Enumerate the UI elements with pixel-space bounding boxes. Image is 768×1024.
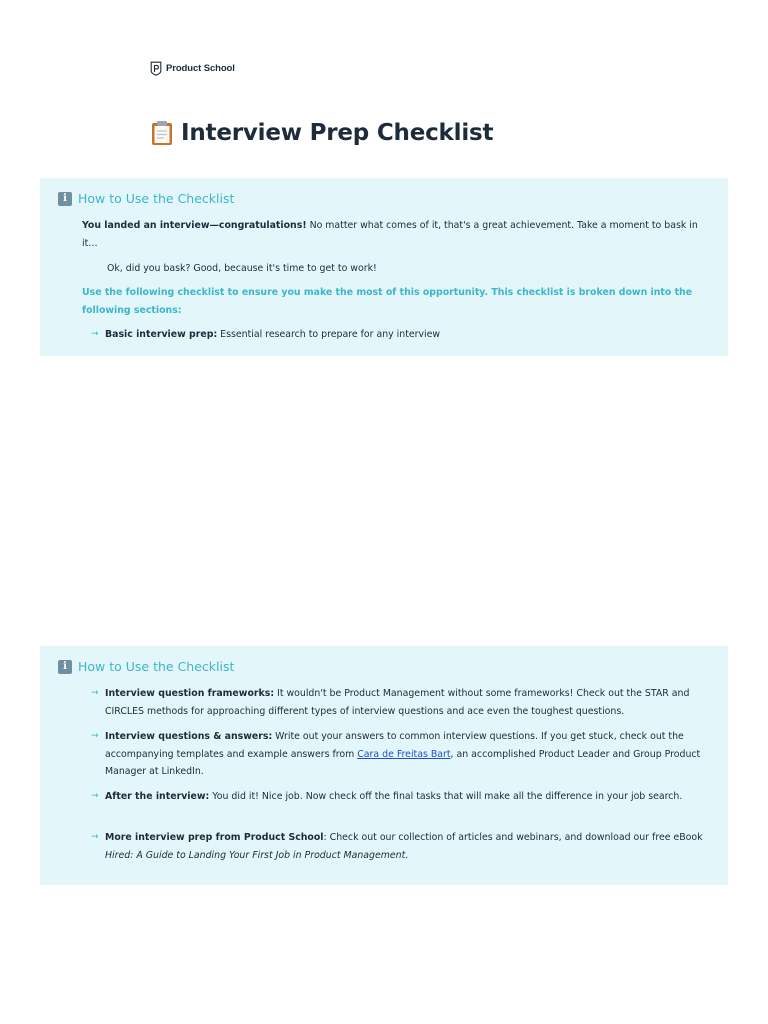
bullet-text-end: . (405, 849, 409, 861)
callout-header (58, 191, 234, 206)
cara-de-freitas-bart-link[interactable]: Cara de Freitas Bart (357, 748, 451, 760)
list-item (91, 829, 710, 864)
intro-paragraph (82, 217, 702, 252)
list-item (91, 728, 710, 781)
bullet-text: It wouldn't be Product Management without some frameworks! Check out the STAR and CIRCLES methods for approaching different types of interview questions and ace even the toughest questions. (105, 688, 690, 717)
callout-how-to-use-1 (40, 178, 728, 356)
bullet-label: After the interview: (105, 791, 210, 802)
list-item (91, 685, 710, 720)
bullet-text: : Check out our collection of articles and webinars, and download our free eBook (323, 832, 703, 843)
arrow-right-icon: → (91, 832, 99, 842)
ebook-title: Hired: A Guide to Landing Your First Job in Product Management (105, 849, 406, 861)
brand-name: Product School (166, 63, 235, 74)
info-icon: i (58, 192, 72, 206)
page-title-text: Interview Prep Checklist (181, 120, 494, 146)
bullet-label: Interview question frameworks: (105, 688, 275, 699)
intro-rest: No matter what comes of it, that's a great achievement. Take a moment to bask in it… (82, 220, 698, 249)
arrow-right-icon: → (91, 329, 99, 339)
indented-paragraph: Ok, did you bask? Good, because it's time to get to work! (107, 263, 377, 274)
bullet-text: You did it! Nice job. Now check off the final tasks that will make all the difference in your job search. (209, 791, 683, 802)
arrow-right-icon: → (91, 731, 99, 741)
product-school-logo-icon (150, 61, 162, 76)
list-item (91, 326, 705, 344)
arrow-right-icon: → (91, 791, 99, 801)
callout-title: How to Use the Checklist (78, 659, 235, 674)
callout-header (58, 659, 234, 674)
page-title (150, 120, 493, 146)
list-item (91, 788, 710, 806)
bullet-text-after-link: , an accomplished Product Leader and Group Product Manager at LinkedIn. (105, 748, 701, 777)
intro-bold: You landed an interview—congratulations! (82, 220, 307, 231)
clipboard-icon (150, 120, 174, 146)
info-icon: i (58, 660, 72, 674)
bullet-text: Write out your answers to common interview questions. If you get stuck, check out the accompanying templates and example answers from (105, 731, 684, 760)
callout-how-to-use-2 (40, 646, 728, 885)
product-school-logo[interactable] (150, 61, 235, 76)
arrow-right-icon: → (91, 688, 99, 698)
bullet-label: Interview questions & answers: (105, 731, 273, 742)
bullet-label: Basic interview prep: (105, 329, 218, 340)
bullet-label: More interview prep from Product School (105, 832, 324, 843)
callout-title: How to Use the Checklist (78, 191, 235, 206)
bullet-text: Essential research to prepare for any interview (217, 329, 441, 340)
sections-note: Use the following checklist to ensure you make the most of this opportunity. This checklist is broken down into the following sections: (82, 287, 693, 316)
